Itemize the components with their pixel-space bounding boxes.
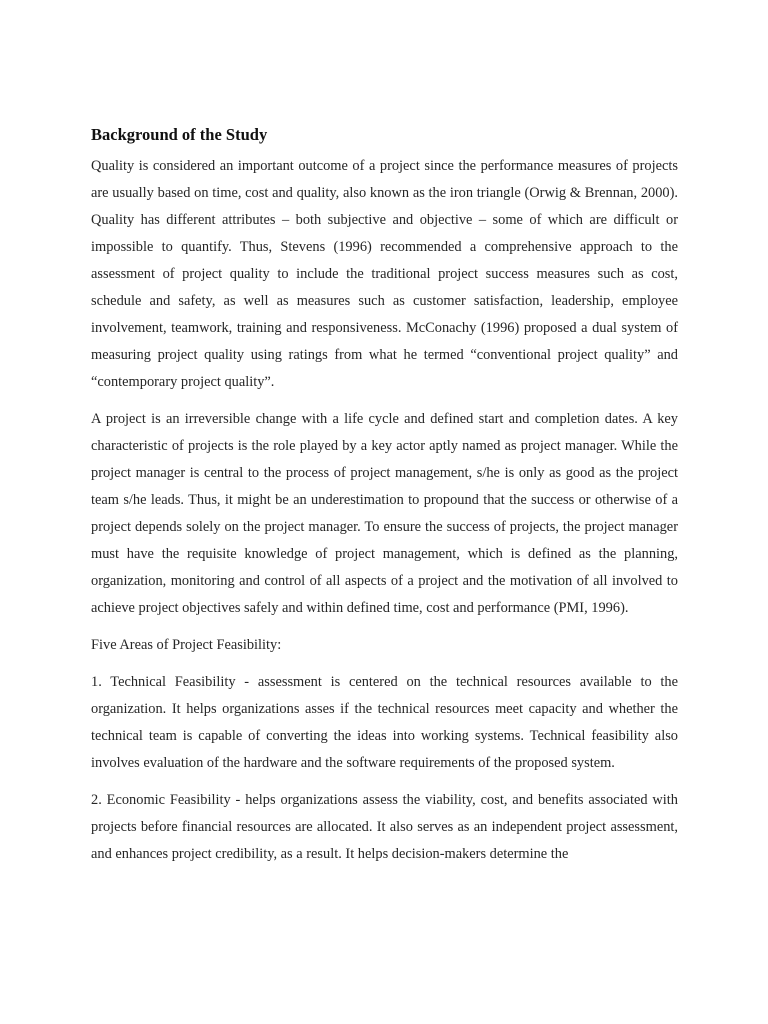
section-heading: Background of the Study: [91, 125, 268, 144]
paragraph-project-definition: A project is an irreversible change with a life cycle and defined start and completion dates. A key characteristic of projects is the role played by a key actor aptly named as project manager. While the project manager is central to the process of project management, s/he is only as good as the project team s/he leads. Thus, it might be an underestimation to propound that the success or otherwise of a project depends solely on the project manager. To ensure the success of projects, the project manager must have the requisite knowledge of project management, which is defined as the planning, organization, monitoring and control of all aspects of a project and the motivation of all involved to achieve project objectives safely and within defined time, cost and performance (PMI, 1996).: [91, 411, 678, 616]
paragraph-economic-feasibility: 2. Economic Feasibility - helps organizations assess the viability, cost, and benefits associated with projects before financial resources are allocated. It also serves as an independent project assessment, and enhances project credibility, as a result. It helps decision-makers determine the: [91, 792, 678, 862]
paragraph-technical-feasibility: 1. Technical Feasibility - assessment is centered on the technical resources available to the organization. It helps organizations asses if the technical resources meet capacity and whether the technical team is capable of converting the ideas into working systems. Technical feasibility also involves evaluation of the hardware and the software requirements of the proposed system.: [91, 674, 678, 771]
paragraph-feasibility-intro: Five Areas of Project Feasibility:: [91, 637, 282, 653]
paragraph-quality: Quality is considered an important outcome of a project since the performance measures of projects are usually based on time, cost and quality, also known as the iron triangle (Orwig & Brennan, 2000). Quality has different attributes – both subjective and objective – some of which are difficult or impossible to quantify. Thus, Stevens (1996) recommended a comprehensive approach to the assessment of project quality to include the traditional project success measures such as cost, schedule and safety, as well as measures such as customer satisfaction, leadership, employee involvement, teamwork, training and responsiveness. McConachy (1996) proposed a dual system of measuring project quality using ratings from what he termed “conventional project quality” and “contemporary project quality”.: [91, 158, 678, 390]
document-page: [91, 122, 678, 878]
